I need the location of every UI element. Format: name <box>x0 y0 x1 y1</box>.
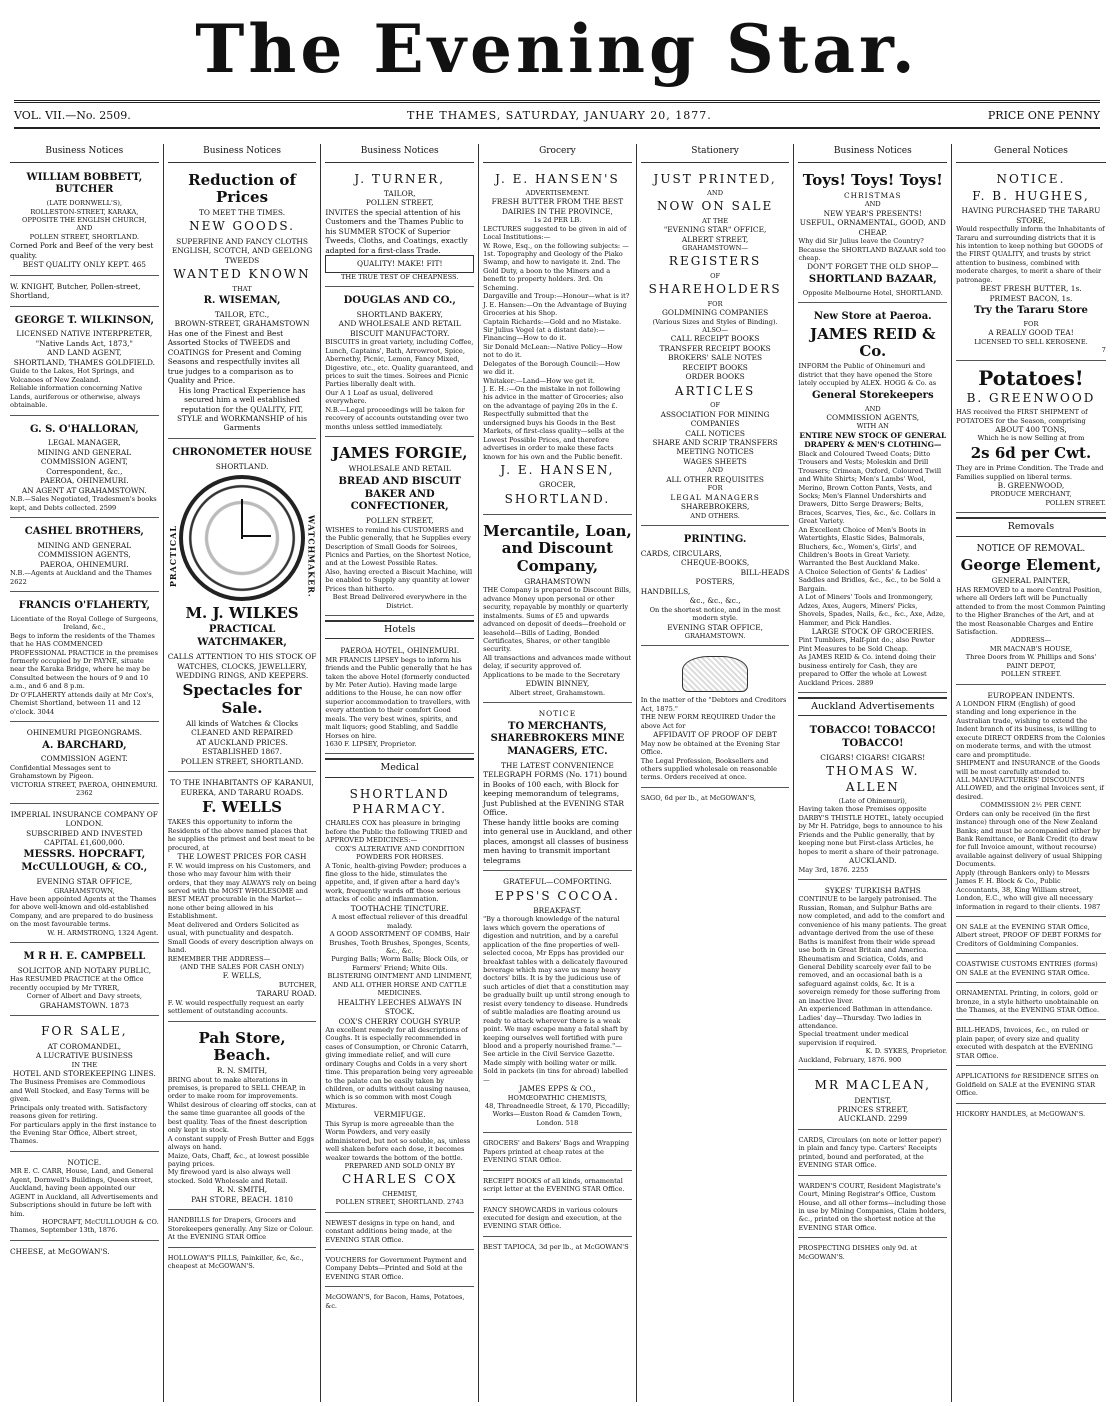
watch-illustration <box>179 475 305 601</box>
ad-handbills: HANDBILLS for Drapers, Grocers and Storekeepers generally. Any Size or Colour. At the EVENING STAR Office <box>168 1213 317 1247</box>
ad-sykes-baths: SYKES' TURKISH BATHS CONTINUE to be largely patronised. The Russian, Roman, and Sulphur Baths are now completed, and add to the comfort and convenience of his many patients. The great advantage derived from the use of these Baths is manifest from their wide spread use both in Great Britain and America. Rheumatism and Sciatica, Colds, and General Debility scarcely ever fail to be removed, and an occasional bath is a safeguard against colds, &c. It is a sovereign remedy for those suffering from an inactive liver. An experienced Bathman in attendance. Ladies' day—Thursday. Two ladies in attendance. Special treatment under medical supervision if required. K. D. SYKES, Proprietor. Auckland, February, 1876. 900 <box>798 883 947 1070</box>
column-4 <box>479 144 637 1402</box>
ad-printing: PRINTING. CARDS, CIRCULARS, CHEQUE-BOOKS, BILL-HEADS POSTERS, HANDBILLS, &c., &c., &c., On the shortest notice, and in the most modern style. EVENING STAR OFFICE, GRAHAMSTOWN. <box>641 529 790 646</box>
royal-arms-icon <box>682 656 748 692</box>
ad-imperial: IMPERIAL INSURANCE COMPANY OF LONDON. SUBSCRIBED AND INVESTED CAPITAL £1,600,000. MESSRS. HOPCRAFT, McCULLOUGH, & CO., EVENING STAR OFFICE, GRAHAMSTOWN, Have been appointed Agents at the Thames for above well-known and old-established Company, and are prepared to do business on the most favourable terms. W. H. ARMSTRONG, 1324 Agent. <box>10 807 159 944</box>
column-5 <box>637 144 795 1402</box>
columns <box>6 144 1110 1402</box>
column-heading: Stationery <box>641 144 790 163</box>
section-medical: Medical <box>325 758 474 777</box>
column-2 <box>164 144 322 1402</box>
ad-ornamental: ORNAMENTAL Printing, in colors, gold or bronze, in a style hitherto unobtainable on the Thames, at the EVENING STAR Office. <box>956 986 1106 1020</box>
ad-knight: W. KNIGHT, Butcher, Pollen-street, Shortland, <box>10 279 159 307</box>
ad-for-sale: FOR SALE, AT COROMANDEL, A LUCRATIVE BUSINESS IN THE HOTEL AND STOREKEEPING LINES. The Business Premises are Commodious and Well Stocked, and Easy Terms will be given. Principals only treated with. Satisfactory reasons given for retiring. For particulars apply in the first instance to the Evening Star Office, Albert street, Thames. <box>10 1019 159 1152</box>
ad-cashel: CASHEL BROTHERS, MINING AND GENERAL COMMISSION AGENTS, PAEROA, OHINEMURI. N.B.—Agents at Auckland and the Thames 2622 <box>10 521 159 592</box>
ad-grocers-bags: GROCERS' and Bakers' Bags and Wrapping Papers printed at cheap rates at the EVENING STAR Office. <box>483 1136 632 1170</box>
ad-pharmacy: SHORTLAND PHARMACY. CHARLES COX has pleasure in bringing before the Public the following TRIED and APPROVED MEDICINES:— COX'S ALTERATIVE AND CONDITION POWDERS FOR HORSES. A Tonic, health-giving Powder; produces a fine gloss to the hide, stimulates the appetite, and, if given after a hard day's work, frequently wards off those serious attacks of colic and inflammation. TOOTHACHE TINCTURE. A most effectual reliever of this dreadful malady. A GOOD ASSORTMENT OF COMBS, Hair Brushes, Tooth Brushes, Sponges, Scents, &c., &c. Purging Balls; Worm Balls; Block Oils, or Farmers' Friend; White Oils. BLISTERING OINTMENT AND LINIMENT, AND ALL OTHER HORSE AND CATTLE MEDICINES. HEALTHY LEECHES ALWAYS IN STOCK. COX'S CHERRY COUGH SYRUP. An excellent remedy for all descriptions of Coughs. It is especially recommended in cases of Consumption, or Chronic Catarrh, giving immediate relief, and will cure ordinary Coughs and Colds in a very short time. This preparation being very agreeable to the palate can be easily taken by children, or adults without causing nausea, which is so common with most Cough Mixtures. VERMIFUGE. This Syrup is more agreeable than the Worm Powders, and very easily administered, but not so soluble, as, unless well shaken before each dose, it becomes weaker towards the bottom of the bottle. PREPARED AND SOLD ONLY BY CHARLES COX CHEMIST, POLLEN STREET, SHORTLAND. 2743 <box>325 782 474 1213</box>
column-heading: Business Notices <box>10 144 159 163</box>
ad-applications: APPLICATIONS for RESIDENCE SITES on Goldfield on SALE at the EVENING STAR Office. <box>956 1069 1106 1103</box>
ad-epps-cocoa: GRATEFUL—COMFORTING. EPPS'S COCOA. BREAKFAST. "By a thorough knowledge of the natural laws which govern the operations of digestion and nutrition, and by a careful application of the fine properties of well-selected cocoa, Mr Epps has provided our breakfast tables with a delicately flavoured beverage which may save us many heavy doctors' bills. It is by the judicious use of such articles of diet that a constitution may be gradually built up until strong enough to resist every tendency to disease. Hundreds of subtle maladies are floating around us ready to attack wherever there is a weak point. We may escape many a fatal shaft by keeping ourselves well fortified with pure blood and a properly nourished frame."—See article in the Civil Service Gazette. Made simply with boiling water or milk. Sold in packets (in tins for abroad) labelled— JAMES EPPS & CO., HOMŒOPATHIC CHEMISTS, 48, Threadneedle Street, & 170, Piccadilly; Works—Euston Road & Camden Town, London. 518 <box>483 874 632 1133</box>
ad-barchard: OHINEMURI PIGEONGRAMS. A. BARCHARD, COMMISSION AGENT. Confidential Messages sent to Grahamstown by Pigeon. VICTORIA STREET, PAEROA, OHINEMURI. 2362 <box>10 725 159 803</box>
column-7 <box>952 144 1110 1402</box>
price: PRICE ONE PENNY <box>987 108 1100 122</box>
section-auckland: Auckland Advertisements <box>798 697 947 716</box>
ad-hansen: J. E. HANSEN'S ADVERTISEMENT. FRESH BUTTER FROM THE BEST DAIRIES IN THE PROVINCE, 1s 2d PER LB. LECTURES suggested to be given in aid of Local Institutions:— W. Rowe, Esq., on the following subjects: —1st. Topography and Geology of the Piako Swamp, and how to navigate it. 2nd. The Gold Duty, a boon to the Miners and a benefit to property holders. 3rd. On Scheming. Dargaville and Troup:—Honour—what is it? J. E. Hansen:—On the Advantage of Buying Groceries at his Shop. Captain Richards:—Gold and no Mistake. Sir Julius Vogel (at a distant date):—Financing—How to do it. Sir Donald McLean:—Native Policy—How not to do it. Delegates of the Borough Council:—How we did it. Whitaker:—Land—How we get it. J. E. H.:—On the mistake in not following his advice in the matter of Groceries; also on the advantage of paying 20s in the £. Respectfully submitted that the undersigned buys his Goods in the Best Markets, of first-class quality—sells at the Lowest Possible Prices, and therefore advertises in order to make these facts known for his own and the Public benefit. J. E. HANSEN, GROCER, SHORTLAND. <box>483 167 632 516</box>
ad-ohalloran: G. S. O'HALLORAN, LEGAL MANAGER, MINING AND GENERAL COMMISSION AGENT, Correspondent, &c., PAEROA, OHINEMURI. AN AGENT AT GRAHAMSTOWN. N.B.—Sales Negotiated, Tradesmen's books kept, and Debts collected. 2599 <box>10 419 159 518</box>
ad-cheese: CHEESE, at McGOWAN'S. <box>10 1246 110 1256</box>
ad-douglas: DOUGLAS AND CO., SHORTLAND BAKERY, AND WHOLESALE AND RETAIL BISCUIT MANUFACTORY. BISCUITS in great variety, including Coffee, Lunch, Captains', Bath, Arrowroot, Spice, Abernethy, Picnic, Lemon, Fancy Mixed, Digestive, etc., etc. Quality guaranteed, and prices to suit the times. Soirees and Picnic Parties liberally dealt with. Our A 1 Loaf as usual, delivered everywhere. N.B.—Legal proceedings will be taken for recovery of accounts outstanding over two months unless settled immediately. <box>325 290 474 437</box>
ad-tapioca: BEST TAPIOCA, 3d per lb., at McGOWAN'S <box>483 1242 629 1251</box>
ad-hughes-tararu: NOTICE. F. B. HUGHES, HAVING PURCHASED THE TARARU STORE, Would respectfully inform the Inhabitants of Tararu and surrounding districts that it is his intention to keep nothing but GOODS of the FIRST QUALITY, and trusts by strict attention to business, combined with moderate charges, to merit a share of their patronage. BEST FRESH BUTTER, 1s. PRIMEST BACON, 1s. Try the Tararu Store FOR A REALLY GOOD TEA! LICENSED TO SELL KEROSENE. 7 <box>956 167 1106 361</box>
ad-just-printed: JUST PRINTED, AND NOW ON SALE AT THE "EVENING STAR" OFFICE, ALBERT STREET, GRAHAMSTOWN— REGISTERS OF SHAREHOLDERS FOR GOLDMINING COMPANIES (Various Sizes and Styles of Binding). ALSO— CALL RECEIPT BOOKS TRANSFER RECEIPT BOOKS BROKERS' SALE NOTES RECEIPT BOOKS ORDER BOOKS ARTICLES OF ASSOCIATION FOR MINING COMPANIES CALL NOTICES SHARE AND SCRIP TRANSFERS MEETING NOTICES WAGES SHEETS AND ALL OTHER REQUISITES FOR LEGAL MANAGERS SHAREBROKERS, AND OTHERS. <box>641 167 790 527</box>
ad-mcgowan-bacon: McGOWAN'S, for Bacon, Hams, Potatoes, &c. <box>325 1293 465 1310</box>
ad-wardens-court: WARDEN'S COURT, Resident Magistrate's Court, Mining Registrar's Office, Custom House, and all other forms—including those in use by Mining Companies, Claim holders, &c., printed on the shortest notice at the EVENING STAR Office. <box>798 1179 947 1239</box>
ad-proof-of-debt: ON SALE at the EVENING STAR Office, Albert street, PROOF OF DEBT FORMS for Creditors of Goldmining Companies. <box>956 920 1106 954</box>
dateline <box>14 100 1100 129</box>
ad-prospecting-dishes: PROSPECTING DISHES only 9d. at McGOWAN'S. <box>798 1244 918 1261</box>
column-heading: Business Notices <box>325 144 474 163</box>
ad-receipt-books: RECEIPT BOOKS of all kinds, ornamental script letter at the EVENING STAR Office. <box>483 1174 632 1200</box>
column-3 <box>321 144 479 1402</box>
ad-chronometer: CHRONOMETER HOUSE SHORTLAND. PRACTICAL WATCHMAKER. M. J. WILKES PRACTICAL WATCHMAKER, CALLS ATTENTION TO HIS STOCK OF WATCHES, CLOCKS, JEWELLERY, WEDDING RINGS, AND KEEPERS. Spectacles for Sale. All kinds of Watches & Clocks CLEANED AND REPAIRED AT AUCKLAND PRICES. ESTABLISHED 1867. POLLEN STREET, SHORTLAND. <box>168 442 317 772</box>
ad-vouchers: VOUCHERS for Government Payment and Company Debts—Printed and Sold at the EVENING STAR Office. <box>325 1253 474 1287</box>
ad-european-indents: EUROPEAN INDENTS. A LONDON FIRM (English) of good standing and long experience in the Australian trade, wishing to extend the Indent branch of its business, is willing to execute DIRECT ORDERS from the Colonies on moderate terms, and with the utmost care and promptitude. SHIPMENT and INSURANCE of the Goods will be most carefully attended to. ALL MANUFACTURERS' DISCOUNTS ALLOWED, and the original Invoices sent, if desired. COMMISSION 2½ PER CENT. Orders can only be received (in the first instance) through one of the New Zealand Banks; and must be accompanied either by Bank Remittance, or Bank Credit (to draw for full Invoice amount, without recourse) available against delivery of usual Shipping Documents. Apply (through Bankers only) to Messrs James F. H. Block & Co., Public Accountants, 38, King William street, London, E.C., who will give all necessary information in regard to their clients. 1987 <box>956 688 1106 917</box>
ad-forgie: JAMES FORGIE, WHOLESALE AND RETAIL BREAD AND BISCUIT BAKER AND CONFECTIONER, POLLEN STREET, WISHES to remind his CUSTOMERS and the Public generally, that he Supplies every Description of Small Goods for Soirees, Picnics and Parties, on the Shortest Notice, and at the Lowest Possible Rates. Also, having erected a Biscuit Machine, will be enabled to Supply any quantity at lower Prices than hitherto. Best Bread Delivered everywhere in the District. <box>325 440 474 616</box>
ad-paeroa-hotel: PAEROA HOTEL, OHINEMURI. MR FRANCIS LIPSEY begs to inform his friends and the Public generally that he has taken the above Hotel (formerly conducted by Mr. Peter Autio). Having made large additions to the House, he can now offer superior accommodation to travellers, with every attention to their comfort Good meals. The very best wines, spirits, and malt liquors; good Stabling, and Saddle Horses on hire. 1630 F. LIPSEY, Proprietor. <box>325 643 474 754</box>
ad-element: NOTICE OF REMOVAL. George Element, GENERAL PAINTER, HAS REMOVED to a more Central Position, where all Orders left will be Punctually attended to from the most Common Painting to the Higher Branches of the Art, and at the most Reasonable Charges and Entire Satisfaction. ADDRESS— MR MACNAB'S HOUSE, Three Doors from W. Phillips and Sons' PAINT DEPOT, POLLEN STREET. <box>956 541 1106 685</box>
ad-notice-carr: NOTICE. MR E. C. CARR, House, Land, and General Agent, Dornwell's Buildings, Queen street, Auckland, having been appointed our AGENT in Auckland, all Advertisements and Subscriptions should in future be left with him. HOPCRAFT, McCULLOUGH & CO. Thames, September 13th, 1876. <box>10 1155 159 1241</box>
ad-debtors-act: In the matter of the "Debtors and Creditors Act, 1875." THE NEW FORM REQUIRED Under the above Act for AFFIDAVIT OF PROOF OF DEBT May now be obtained at the Evening Star Office. The Legal Profession, Booksellers and others supplied wholesale on reasonable terms. Orders received at once. <box>641 649 790 787</box>
ad-telegraph-forms: NOTICE TO MERCHANTS, SHAREBROKERS MINE MANAGERS, ETC. THE LATEST CONVENIENCE TELEGRAPH FORMS (No. 171) bound in Books of 100 each, with Block for keeping memorandum of telegrams, Just Published at the EVENING STAR Office. These handy little books are coming into general use in Auckland, and other places, amongst all classes of business men having to transmit important telegrams <box>483 706 632 871</box>
column-heading: Grocery <box>483 144 632 163</box>
column-heading: Business Notices <box>798 144 947 163</box>
column-heading: Business Notices <box>168 144 317 163</box>
ad-billheads: BILL-HEADS, Invoices, &c., on ruled or plain paper, of every size and quality executed with despatch at the EVENING STAR Office. <box>956 1023 1106 1066</box>
ad-cards: CARDS, Circulars (on note or letter paper) in plain and fancy type. Carters' Receipts printed, bound and perforated, at the EVENING STAR Office. <box>798 1133 947 1176</box>
ad-wells: TO THE INHABITANTS OF KARANUI, EUREKA, AND TARARU ROADS. F. WELLS TAKES this opportunity to inform the Residents of the above named places that he supplies the primest and best meat to be procured, at THE LOWEST PRICES FOR CASH F. W. would impress on his Customers, and those who may favour him with their orders, that they may ALWAYS rely on being served with the MOST WHOLESOME and BEST MEAT procurable in the Market—none other being allowed in his Establishment. Meat delivered and Orders Solicited as usual, with punctuality and despatch. Small Goods of every description always on hand. REMEMBER THE ADDRESS— (AND THE SALES FOR CASH ONLY) F. WELLS, BUTCHER, TARARU ROAD. F. W. would respectfully request an early settlement of outstanding accounts. <box>168 775 317 1021</box>
ad-wilkinson: GEORGE T. WILKINSON, LICENSED NATIVE INTERPRETER, "Native Lands Act, 1873," AND LAND AGENT, SHORTLAND, THAMES GOLDFIELD. Guide to the Lakes, Hot Springs, and Volcanoes of New Zealand. Reliable information concerning Native Lands, auriferous or otherwise, always obtainable. <box>10 310 159 416</box>
ad-turner: J. TURNER, TAILOR, POLLEN STREET, INVITES the special attention of his Customers and the Thames Public to his SUMMER STOCK of Superior Tweeds, Cloths, and Coatings, exactly adapted for a first-class Trade. QUALITY! MAKE! FIT! THE TRUE TEST OF CHEAPNESS. <box>325 167 474 288</box>
ad-newest-designs: NEWEST designs in type on hand, and constant additions being made, at the EVENING STAR Office. <box>325 1216 474 1250</box>
newspaper-title: The Evening Star. <box>195 10 919 88</box>
ad-toys: Toys! Toys! Toys! CHRISTMAS AND NEW YEAR'S PRESENTS! USEFUL, ORNAMENTAL, GOOD, AND CHEAP. Why did Sir Julius leave the Country? Because the SHORTLAND BAZAAR sold too cheap. DON'T FORGET THE OLD SHOP— SHORTLAND BAZAAR, Opposite Melbourne Hotel, SHORTLAND. <box>798 167 947 304</box>
ad-campbell: M R H. E. CAMPBELL SOLICITOR AND NOTARY PUBLIC, Has RESUMED PRACTICE at the Office recently occupied by Mr TYRER, Corner of Albert and Davy streets, GRAHAMSTOWN. 1873 <box>10 946 159 1016</box>
ad-potatoes: Potatoes! B. GREENWOOD HAS received the FIRST SHIPMENT of POTATOES for the Season, comprising ABOUT 400 TONS, Which he is now Selling at from 2s 6d per Cwt. They are in Prime Condition. The Trade and Families supplied on liberal terms. B. GREENWOOD, PRODUCE MERCHANT, POLLEN STREET. <box>956 364 1106 514</box>
ad-maclean-dentist: MR MACLEAN, DENTIST, PRINCES STREET, AUCKLAND. 2299 <box>798 1073 947 1130</box>
ad-bobbett: WILLIAM BOBBETT, BUTCHER (LATE DORNWELL'S), ROLLESTON-STREET, KARAKA, OPPOSITE THE ENGLISH CHURCH, AND POLLEN STREET, SHORTLAND. Corned Pork and Beef of the very best quality. BEST QUALITY ONLY KEPT. 465 <box>10 167 159 276</box>
ad-james-reid: New Store at Paeroa. JAMES REID & Co. INFORM the Public of Ohinemuri and district that they have opened the Store lately occupied by ALEX. HOGG & Co. as General Storekeepers AND COMMISSION AGENTS, WITH AN ENTIRE NEW STOCK OF GENERAL DRAPERY & MEN'S CLOTHING— Black and Coloured Tweed Coats; Ditto Trousers and Vests; Moleskin and Drill Trousers; Crimean, Oxford, Coloured Twill and White Shirts; Men's Lambs' Wool, Merino, Brown Cotton Pants, Vests, and Socks; Men's Flannel Undershirts and Drawers, Ditto Serge Drawers; Belts, Braces, Scarves, Ties, &c., &c. Collars in Great Variety. An Excellent Choice of Men's Boots in Watertights, Elastic Sides, Balmorals, Bluchers, &c., Women's, Girls', and Children's Boots in Great Variety. Warranted the Best Auckland Make. A Choice Selection of Gents' & Ladies' Saddles and Bridles, &c., &c., to be Sold a Bargain. A Lot of Miners' Tools and Ironmongery, Adzes, Axes, Augers, Miners' Picks, Shovels, Spades, Nails, &c., &c., Axe, Adze, Hammer, and Pick Handles. LARGE STOCK OF GROCERIES. Pint Tumblers, Half-pint do.; also Pewter Pint Measures to be Sold Cheap. As JAMES REID & Co. intend doing their business entirely for Cash, they are prepared to Offer the whole at Lowest Auckland Prices. 2889 <box>798 306 947 693</box>
ad-hickory: HICKORY HANDLES, at McGOWAN'S. <box>956 1109 1086 1118</box>
ad-allen-tobacco: TOBACCO! TOBACCO! TOBACCO! CIGARS! CIGARS! CIGARS! THOMAS W. ALLEN (Late of Ohinemuri), Having taken those Premises opposite DARBY'S THISTLE HOTEL, lately occupied by Mr H. Patridge, begs to announce to his Friends and the Public generally, that by keeping none but First-class Articles, he hopes to merit a share of their patronage. AUCKLAND. May 3rd, 1876. 2255 <box>798 720 947 880</box>
ad-pah-store: Pah Store, Beach. R. N. SMITH, BRING about to make alterations in premises, is prepared to SELL CHEAP, in order to make room for improvements. Whilst desirous of clearing off stocks, can at the same time guarantee all goods of the best quality. Teas of the finest description only kept in stock. A constant supply of Fresh Butter and Eggs always on hand. Maize, Oats, Chaff, &c., at lowest possible paying prices. My firewood yard is also always well stocked. Sold Wholesale and Retail. R. N. SMITH, PAH STORE, BEACH. 1810 <box>168 1025 317 1211</box>
ad-wiseman: Reduction of Prices TO MEET THE TIMES. NEW GOODS. SUPERFINE AND FANCY CLOTHS ENGLISH, SCOTCH, AND GEELONG TWEEDS WANTED KNOWN THAT R. WISEMAN, TAILOR, ETC., BROWN-STREET, GRAHAMSTOWN Has one of the Finest and Best Assorted Stocks of TWEEDS and COATINGS for Present and Coming Seasons and respectfully invites all true judges to a comparison as to Quality and Price. His long Practical Experience has secured him a well established reputation for the QUALITY, FIT, STYLE and WORKMANSHIP of his Garments <box>168 167 317 439</box>
column-heading: General Notices <box>956 144 1106 163</box>
volume-number: VOL. VII.—No. 2509. <box>14 108 131 122</box>
issue-date: THE THAMES, SATURDAY, JANUARY 20, 1877. <box>406 108 712 122</box>
section-removals: Removals <box>956 517 1106 536</box>
column-1 <box>6 144 164 1402</box>
column-6 <box>794 144 952 1402</box>
ad-coastwise: COASTWISE CUSTOMS ENTRIES (forms) ON SALE at the EVENING STAR Office. <box>956 957 1106 983</box>
section-hotels: Hotels <box>325 620 474 639</box>
ad-sago: SAGO, 6d per lb., at McGOWAN'S, <box>640 793 756 802</box>
ad-mercantile: Mercantile, Loan, and Discount Company, GRAHAMSTOWN THE Company is prepared to Discount Bills, advance Money upon personal or other security, repayable by monthly or quarterly instalments. Sums of £5 and upwards advanced on deposit of deeds—freehold or leasehold—Bills of Lading, Bonded Certificates, Shares, or other tangible security. All transactions and advances made without delay, if security approved of. Applications to be made to the Secretary EDWIN BINNEY, Albert street, Grahamstown. <box>483 518 632 703</box>
ad-holloway: HOLLOWAY'S PILLS, Painkiller, &c, &c., cheapest at McGOWAN'S. <box>167 1253 304 1270</box>
masthead <box>0 0 1114 98</box>
ad-showcards: FANCY SHOWCARDS in various colours executed for design and execution, at the EVENING STAR Office. <box>483 1203 632 1237</box>
ad-oflaherty: FRANCIS O'FLAHERTY, Licentiate of the Royal College of Surgeons, Ireland, &c., Begs to inform the residents of the Thames that he HAS COMMENCED PROFESSIONAL PRACTICE in the premises formerly occupied by Dr PAYNE, situate near the Karaka Bridge, where he may be Consulted between the hours of 9 and 10 a.m., and 6 and 8 p.m. Dr O'FLAHERTY attends daily at Mr Cox's, Chemist Shortland, between 11 and 12 o'clock. 3044 <box>10 595 159 722</box>
